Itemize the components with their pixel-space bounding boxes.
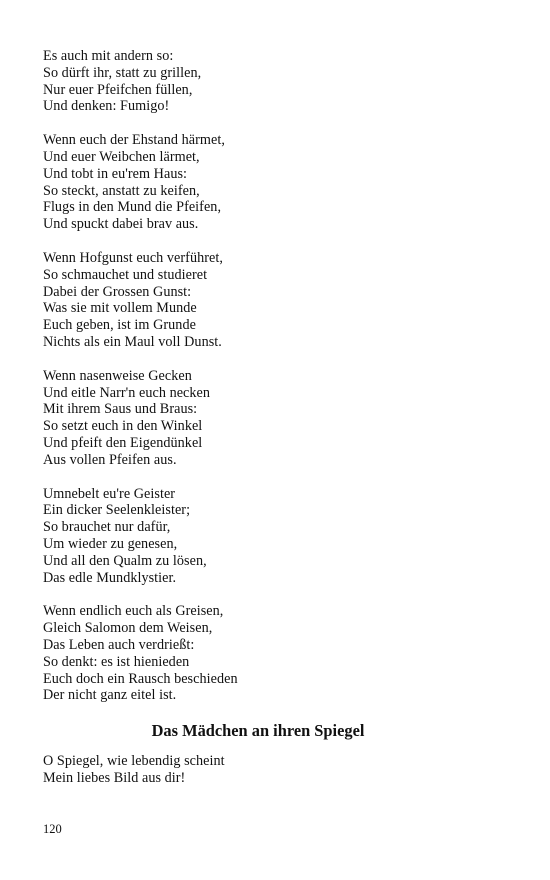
verse-line: Und all den Qualm zu lösen, — [43, 552, 207, 569]
verse-line: Und denken: Fumigo! — [43, 98, 170, 115]
next-poem-stanza-1 — [43, 753, 513, 787]
verse-line: Es auch mit andern so: — [43, 48, 174, 64]
verse-line: Wenn euch der Ehstand härmet, — [43, 132, 225, 149]
verse-line: Wenn nasenweise Gecken — [43, 367, 192, 384]
verse-line: So dürft ihr, statt zu grillen, — [43, 64, 202, 81]
verse-line: Und tobt in eu'rem Haus: — [43, 165, 188, 182]
verse-line: Euch geben, ist im Grunde — [43, 317, 196, 334]
next-poem — [43, 753, 513, 787]
verse-line: Nur euer Pfeifchen füllen, — [43, 81, 193, 98]
verse-line: So denkt: es ist hienieden — [43, 653, 190, 670]
verse-line: Und spuckt dabei brav aus. — [43, 216, 199, 233]
verse-line: Das edle Mundklystier. — [43, 569, 177, 586]
verse-line: Nichts als ein Maul voll Dunst. — [43, 333, 222, 350]
verse-line: Was sie mit vollem Munde — [43, 300, 197, 317]
verse-line: So brauchet nur dafür, — [43, 519, 171, 536]
verse-line: Gleich Salomon dem Weisen, — [43, 620, 213, 637]
verse-line: So schmauchet und studieret — [43, 266, 208, 283]
verse-line: Der nicht ganz eitel ist. — [43, 687, 177, 704]
stanza-1 — [43, 48, 513, 115]
verse-line: Dabei der Grossen Gunst: — [43, 283, 192, 300]
verse-line: Um wieder zu genesen, — [43, 535, 178, 552]
verse-line: Aus vollen Pfeifen aus. — [43, 451, 177, 468]
stanza-3 — [43, 250, 513, 351]
verse-line: Mein liebes Bild aus dir! — [43, 769, 186, 786]
verse-line: Ein dicker Seelenkleister; — [43, 502, 191, 519]
verse-line: O Spiegel, wie lebendig scheint — [43, 753, 225, 770]
verse-line: So setzt euch in den Winkel — [43, 418, 203, 435]
verse-line: So steckt, anstatt zu keifen, — [43, 182, 200, 199]
verse-line: Euch doch ein Rausch beschieden — [43, 670, 238, 687]
verse-line: Und euer Weibchen lärmet, — [43, 148, 200, 165]
poem-title: Das Mädchen an ihren Spiegel — [151, 721, 365, 741]
verse-line: Wenn endlich euch als Greisen, — [43, 603, 224, 620]
page-number: 120 — [43, 822, 62, 836]
verse-line: Flugs in den Mund die Pfeifen, — [43, 199, 222, 216]
verse-line: Mit ihrem Saus und Braus: — [43, 401, 198, 418]
verse-line: Wenn Hofgunst euch verführet, — [43, 249, 223, 266]
stanza-6 — [43, 603, 513, 704]
stanza-5 — [43, 486, 513, 587]
verse-line: Umnebelt eu're Geister — [43, 485, 176, 502]
stanza-4 — [43, 368, 513, 469]
verse-line: Und eitle Narr'n euch necken — [43, 384, 211, 401]
verse-line: Das Leben auch verdrießt: — [43, 636, 195, 653]
verse-line: Und pfeift den Eigendünkel — [43, 434, 203, 451]
poem-continued — [43, 48, 513, 704]
page-body — [43, 48, 513, 804]
stanza-2 — [43, 132, 513, 233]
